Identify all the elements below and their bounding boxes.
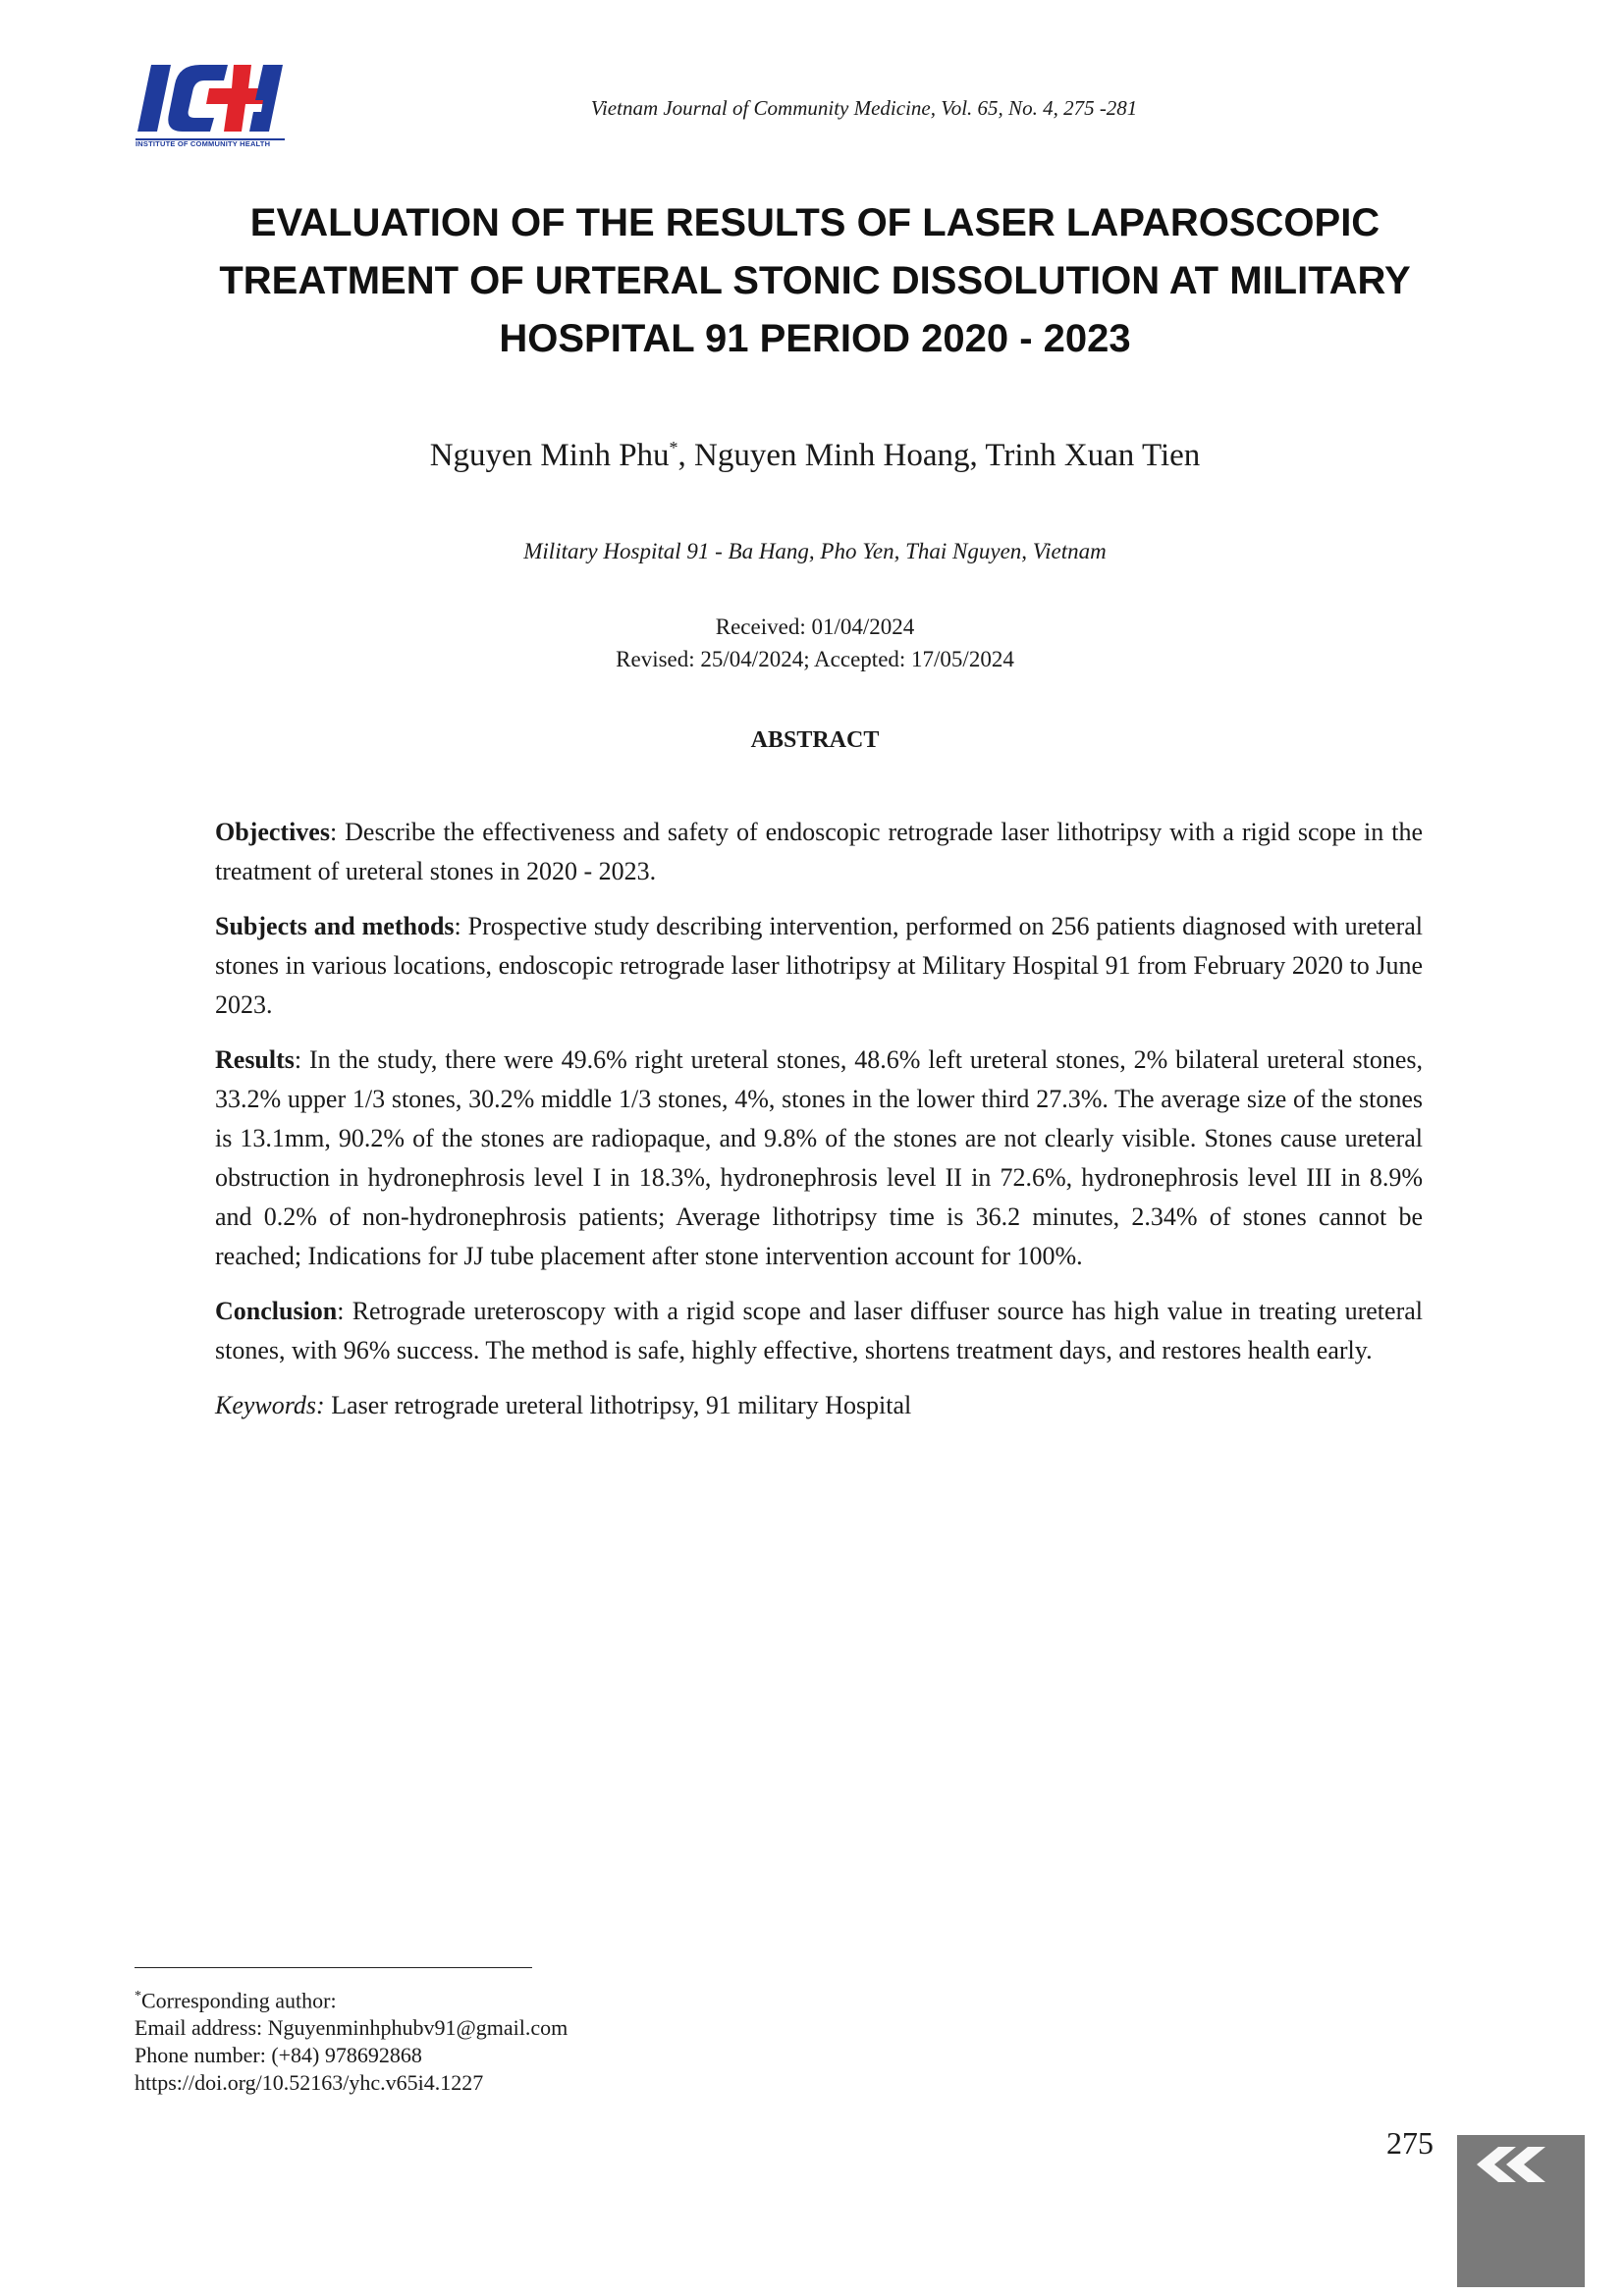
footnote-mark: * <box>135 1989 141 2003</box>
keywords <box>215 1386 1423 1425</box>
title-line: HOSPITAL 91 PERIOD 2020 - 2023 <box>499 317 1131 360</box>
logo-subtitle: INSTITUTE OF COMMUNITY HEALTH <box>135 139 271 148</box>
abstract-conclusion <box>215 1292 1423 1370</box>
keywords-label: Keywords: <box>215 1391 325 1419</box>
journal-citation: Vietnam Journal of Community Medicine, Vol. 65, No. 4, 275 -281 <box>590 96 1138 120</box>
page-number: 275 <box>1386 2125 1434 2161</box>
article-dates <box>157 611 1473 675</box>
author-list <box>157 438 1473 474</box>
email-line: Email address: Nguyenminhphubv91@gmail.com <box>135 2015 568 2041</box>
title-line: EVALUATION OF THE RESULTS OF LASER LAPAROSCOPIC <box>249 201 1380 244</box>
revised-accepted-dates: Revised: 25/04/2024; Accepted: 17/05/2024 <box>616 647 1014 671</box>
other-authors: , Nguyen Minh Hoang, Trinh Xuan Tien <box>677 438 1201 473</box>
article-title <box>157 194 1473 368</box>
abstract-objectives <box>215 813 1423 891</box>
section-text: : Prospective study describing intervention, performed on 256 patients diagnosed with ureteral stones in various locations, endoscopic retrograde laser lithotripsy at Military Hospital 91 from February 2020 to June 2023. <box>215 912 1423 1019</box>
section-label: Conclusion <box>215 1297 338 1325</box>
footnote <box>135 1983 920 2097</box>
double-chevron-left-icon <box>1457 2135 1585 2287</box>
section-text: : Describe the effectiveness and safety of endoscopic retrograde laser lithotripsy with a rigid scope in the treatment of ureteral stones in 2020 - 2023. <box>215 818 1423 885</box>
abstract-heading: ABSTRACT <box>750 727 880 753</box>
abstract-methods <box>215 907 1423 1025</box>
corresponding-label: Corresponding author: <box>141 1988 337 2013</box>
affiliation: Military Hospital 91 - Ba Hang, Pho Yen, Thai Nguyen, Vietnam <box>523 539 1107 563</box>
first-author: Nguyen Minh Phu <box>429 438 670 473</box>
phone-line: Phone number: (+84) 978692868 <box>135 2043 422 2068</box>
section-text: : In the study, there were 49.6% right ureteral stones, 48.6% left ureteral stones, 2% bilateral ureteral stones, 33.2% upper 1/3 stones, 30.2% middle 1/3 stones, 4%, stones in the lower third 27.3%. The average size of the stones is 13.1mm, 90.2% of the stones are radiopaque, and 9.8% of the stones are not clearly visible. Stones cause ureteral obstruction in hydronephrosis level I in 18.3%, hydronephrosis level II in 72.6%, hydronephrosis level III in 8.9% and 0.2% of non-hydronephrosis patients; Average lithotripsy time is 36.2 minutes, 2.34% of stones cannot be reached; Indications for JJ tube placement after stone intervention account for 100%. <box>215 1045 1423 1270</box>
abstract-body <box>215 813 1423 1441</box>
title-line: TREATMENT OF URTERAL STONIC DISSOLUTION AT MILITARY <box>219 259 1411 302</box>
section-text: : Retrograde ureteroscopy with a rigid scope and laser diffuser source has high value in treating ureteral stones, with 96% success. The method is safe, highly effective, shortens treatment days, and restores health early. <box>215 1297 1423 1364</box>
corresponding-mark: * <box>669 438 678 457</box>
footnote-rule <box>135 1967 532 1968</box>
section-label: Subjects and methods <box>215 912 455 940</box>
journal-logo <box>132 61 289 155</box>
section-label: Objectives <box>215 818 330 846</box>
section-label: Results <box>215 1045 295 1074</box>
page-corner-tab <box>1457 2135 1585 2287</box>
abstract-results <box>215 1041 1423 1276</box>
corresponding-author-line <box>135 1983 920 2014</box>
received-date: Received: 01/04/2024 <box>715 614 915 639</box>
keywords-text: Laser retrograde ureteral lithotripsy, 91 military Hospital <box>324 1391 912 1419</box>
doi-link[interactable]: https://doi.org/10.52163/yhc.v65i4.1227 <box>135 2070 484 2096</box>
